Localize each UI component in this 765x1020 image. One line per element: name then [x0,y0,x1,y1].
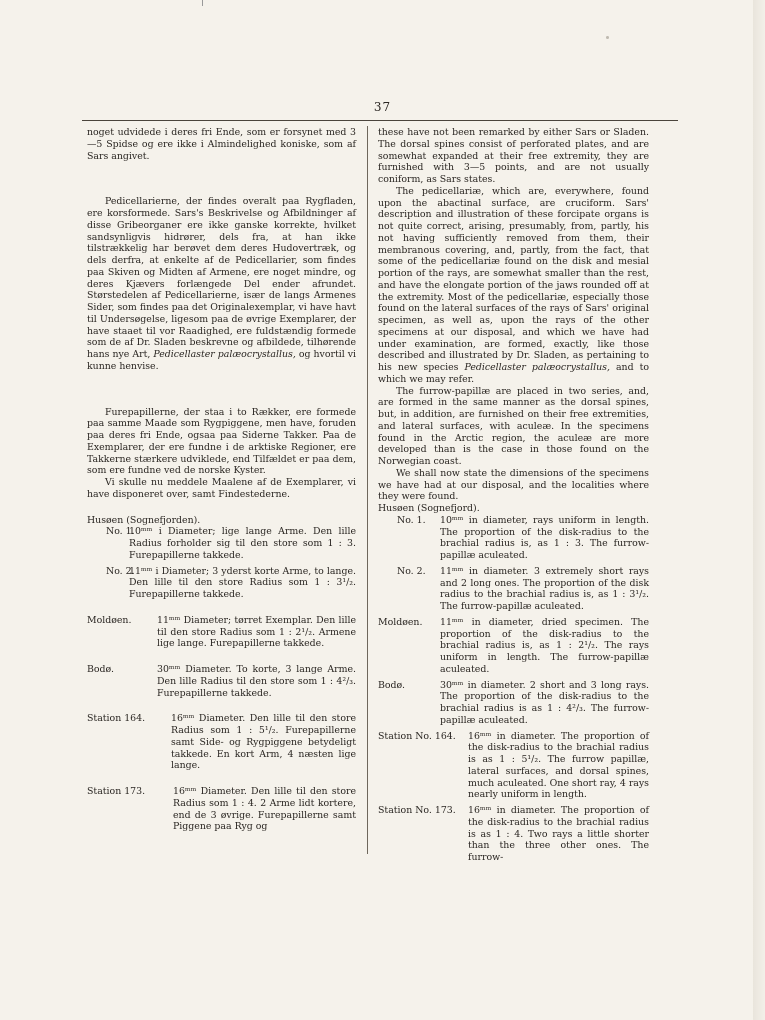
specimen-no2 [87,566,356,601]
paragraph-furrow-papillae: The furrow-papillæ are placed in two series, and, are formed in the same manner as the dorsal spines, but, in addition, are furnished on their free extremities, and lateral surfaces, with aculeæ. In the specimens found in the Arctic region, the aculeæ are more developed than is the case in those found on the Norwegian coast. [378,385,649,467]
specimen-text: 30ᵐᵐ Diameter. To korte, 3 lange Arme. Den lille Radius til den store som 1 : 4²/₃. Furepapillerne takkede. [157,664,356,699]
specimen-text: 16ᵐᵐ in diameter. The proportion of the disk-radius to the brachial radius is as 1 : 5¹/₂. The furrow papillæ, lateral surfaces, and dorsal spines, much aculeated. One short ray, 4 rays nearly uniform in length. [468,730,649,801]
margin-mark [202,0,203,6]
paper-spot [606,36,609,39]
specimen-text: 11ᵐᵐ Diameter; tørret Exemplar. Den lille til den store Radius som 1 : 2¹/₂. Armene lige lange. Furepapillerne takkede. [157,614,356,650]
paragraph-spines-continued: these have not been remarked by either Sars or Sladen. The dorsal spines consist of perforated plates, and are somewhat expanded at their free extremity, they are furnished with 3—5 points, and are not usually coniform, as Sars states. [378,127,649,185]
specimen-label: Station 164. [87,713,146,725]
header-rule [82,120,678,121]
specimen-no2 [378,566,649,613]
specimen-text: 30ᵐᵐ in diameter. 2 short and 3 long rays. The proportion of the disk-radius to the brachial radius is as 1 : 4²/₃. The furrow-papillæ aculeated. [440,679,649,726]
species-name: Pedicellaster palæocrystallus, [464,362,610,373]
specimen-label: Station 173. [87,786,146,797]
specimen-bodo [378,680,649,727]
page-number: 37 [373,100,392,114]
locality-husoen: Husøen (Sognefjorden). [87,514,201,526]
specimen-station-173 [378,805,649,864]
specimen-label: No. 1. [397,514,426,526]
left-column-norwegian [87,127,356,833]
specimen-label: Bodø. [87,664,114,675]
species-name: Pedicellaster palæocrystallus, [153,349,296,360]
specimen-text: 16ᵐᵐ Diameter. Den lille til den store Radius som 1 : 5¹/₂. Furepapillerne samt Side- og Rygpiggene betydeligt takkede. En kort Arm, 4 næsten lige lange. [171,713,356,772]
specimen-label: Moldøen. [87,614,132,626]
specimen-text: 10ᵐᵐ in diameter, rays uniform in length. The proportion of the disk-radius to the brachial radius is, as 1 : 3. The furrow-papillæ aculeated. [440,514,649,561]
specimen-station-173 [87,786,356,833]
specimen-label: No. 2. [397,565,426,577]
paragraph-furrow-papillae: Furepapillerne, der staa i to Rækker, ere formede paa samme Maade som Rygpiggene, men have, foruden paa deres fri Ende, ogsaa paa Siderne Takker. Paa de Exemplarer, der ere fundne i de arktiske Regioner, ere Takkerne stærkere udviklede, end Tilfældet er paa dem, som ere fundne ved de norske Kyster. [87,406,356,477]
specimen-text: 16ᵐᵐ Diameter. Den lille til den store Radius som 1 : 4. 2 Arme lidt kortere, end de 3 øvrige. Furepapillerne samt Piggene paa Ryg og [173,786,356,833]
paragraph-measurements-intro: Vi skulle nu meddele Maalene af de Exemplarer, vi have disponeret over, samt Findestederne. [87,477,356,500]
specimen-moldoen [378,617,649,676]
column-divider [367,126,368,854]
specimen-label: Station No. 173. [378,805,456,816]
specimen-text: 11ᵐᵐ in diameter. 3 extremely short rays and 2 long ones. The proportion of the disk radius to the brachial radius is, as 1 : 3¹/₂. The furrow-papillæ aculeated. [440,565,649,612]
specimen-label: Bodø. [378,679,405,691]
specimen-text: 16ᵐᵐ in diameter. The proportion of the disk-radius to the brachial radius is as 1 : 4. Two rays a little shorter than the three other ones. The furrow- [468,805,649,863]
paragraph-spines-continued: noget udvidede i deres fri Ende, som er forsynet med 3—5 Spidse og ere ikke i Almindelighed koniske, som af Sars angivet. [87,127,356,162]
specimen-no1 [87,526,356,561]
specimen-label: No. 2. [106,565,135,577]
locality-husoen: Husøen (Sognefjord). [378,503,480,514]
specimen-bodo [87,664,356,699]
specimen-label: No. 1. [106,526,135,538]
specimen-text: 11ᵐᵐ in diameter, dried specimen. The proportion of the disk-radius to the brachial radius is, as 1 : 2¹/₂. The rays uniform in length. The furrow-papillæ aculeated. [440,616,649,675]
specimen-label: Moldøen. [378,616,423,628]
specimen-station-164 [87,713,356,772]
specimen-moldoen [87,615,356,650]
specimen-no1 [378,515,649,562]
paragraph-pedicellariae: Pedicellarierne, der findes overalt paa Rygfladen, ere korsformede. Sars's Beskrivelse og Afbildninger af disse Gribeorganer ere ikke ganske korrekte, hvilket sandsynligvis hidrører, dels fra, at han ikke tilstrækkelig har berøvet dem deres Hudovertræk, og dels derfra, at enkelte af de Pedicellarier, som findes paa Skiven og Midten af Armene, ere noget mindre, og deres Kjævers forlængede Del ender afrundet. Størstedelen af Pedicellarierne, især de langs Armenes Sider, som findes paa det Originalexemplar, vi have havt til Undersøgelse, ligesom paa de øvrige Exemplarer, der have staaet til vor Raadighed, ere fuldstændig formede som de af Dr. Sladen beskrevne og afbildede, tilhørende hans nye Art, Pedicellaster palæocrystallus, og hvortil vi kunne henvise. [87,196,357,372]
page-edge-shadow [753,0,765,1020]
right-column-english [378,127,649,864]
specimen-text: 11ᵐᵐ i Diameter; 3 yderst korte Arme, to lange. Den lille til den store Radius som 1 : 3¹/₂. Furepapillerne takkede. [129,565,356,600]
specimen-label: Station No. 164. [378,730,456,742]
paragraph-pedicellariae: The pedicellariæ, which are, everywhere, found upon the abactinal surface, are cruciform. Sars' description and illustration of these forcipate organs is not quite correct, arising, presumably, from, partly, his not having sufficiently removed from them, their membranous covering, and, partly, from the fact, that some of the pedicellariæ found on the disk and mesial portion of the rays, are somewhat smaller than the rest, and have the elongate portion of the jaws rounded off at the extremity. Most of the pedicellariæ, especially those found on the lateral surfaces of the rays of Sars' original specimen, as well as, upon the rays of the other specimens at our disposal, and which we have had under examination, are formed, exactly, like those described and illustrated by Dr. Sladen, as pertaining to his new species Pedicellaster palæocrystallus, and to which we may refer. [378,185,650,385]
specimen-station-164 [378,731,649,802]
paragraph-measurements-intro: We shall now state the dimensions of the specimens we have had at our disposal, and the localities where they were found. [378,467,649,503]
specimen-text: 10ᵐᵐ i Diameter; lige lange Arme. Den lille Radius forholder sig til den store som 1 : 3. Furepapillerne takkede. [129,526,356,561]
